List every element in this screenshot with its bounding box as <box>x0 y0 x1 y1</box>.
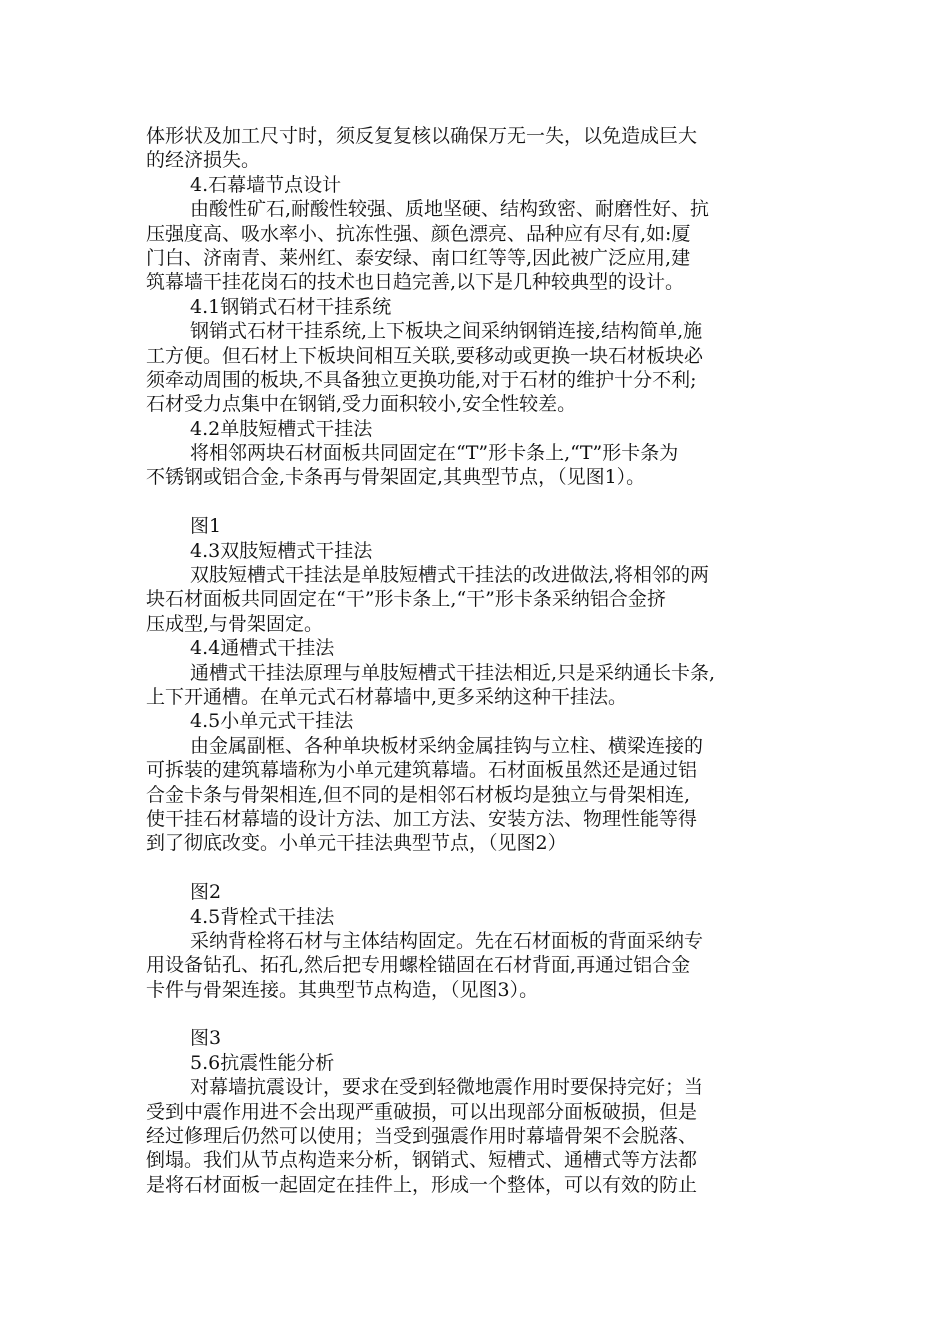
text-line: 钢销式石材干挂系统,上下板块之间采纳钢销连接,结构简单,施 <box>190 320 703 343</box>
text-line: 4.5小单元式干挂法 <box>190 710 354 733</box>
text-line: 双肢短槽式干挂法是单肢短槽式干挂法的改进做法,将相邻的两 <box>190 564 710 587</box>
text-line: 工方便。但石材上下板块间相互关联,要移动或更换一块石材板块必 <box>146 344 704 367</box>
text-line: 压成型,与骨架固定。 <box>146 612 324 635</box>
text-line: 门白、济南青、莱州红、泰安绿、南口红等等,因此被广泛应用,建 <box>146 246 691 269</box>
text-line: 4.4通槽式干挂法 <box>190 637 335 660</box>
text-line: 上下开通槽。在单元式石材幕墙中,更多采纳这种干挂法。 <box>146 685 628 708</box>
text-line: 石材受力点集中在钢销,受力面积较小,安全性较差。 <box>146 393 577 416</box>
text-line: 将相邻两块石材面板共同固定在“T”形卡条上,“T”形卡条为 <box>190 442 679 465</box>
text-line: 4.5背栓式干挂法 <box>190 905 335 928</box>
text-line: 倒塌。我们从节点构造来分析，钢销式、短槽式、通槽式等方法都 <box>146 1149 698 1172</box>
blank-line <box>146 856 808 880</box>
text-line: 4.石幕墙节点设计 <box>190 173 342 196</box>
text-line: 对幕墙抗震设计，要求在受到轻微地震作用时要保持完好；当 <box>190 1076 704 1099</box>
text-line: 由金属副框、各种单块板材采纳金属挂钩与立柱、横梁连接的 <box>190 734 704 757</box>
text-line: 须牵动周围的板块,不具备独立更换功能,对于石材的维护十分不利; <box>146 368 697 391</box>
text-line: 采纳背栓将石材与主体结构固定。先在石材面板的背面采纳专 <box>190 929 704 952</box>
text-line: 可拆装的建筑幕墙称为小单元建筑幕墙。石材面板虽然还是通过铝 <box>146 759 698 782</box>
text-line: 压强度高、吸水率小、抗冻性强、颜色漂亮、品种应有尽有,如:厦 <box>146 222 691 245</box>
text-line: 不锈钢或铝合金,卡条再与骨架固定,其典型节点，（见图1）。 <box>146 466 646 489</box>
text-line: 图2 <box>190 881 222 904</box>
text-line: 4.2单肢短槽式干挂法 <box>190 417 373 440</box>
text-line: 卡件与骨架连接。其典型节点构造，（见图3）。 <box>146 978 539 1001</box>
text-line: 图1 <box>190 515 222 538</box>
text-line: 图3 <box>190 1027 222 1050</box>
text-line: 是将石材面板一起固定在挂件上，形成一个整体，可以有效的防止 <box>146 1173 698 1196</box>
text-line: 经过修理后仍然可以使用；当受到强震作用时幕墙骨架不会脱落、 <box>146 1125 698 1148</box>
text-line: 5.6抗震性能分析 <box>190 1051 335 1074</box>
text-line: 的经济损失。 <box>146 149 261 172</box>
text-line: 受到中震作用进不会出现严重破损，可以出现部分面板破损，但是 <box>146 1100 698 1123</box>
text-line: 使干挂石材幕墙的设计方法、加工方法、安装方法、物理性能等得 <box>146 807 698 830</box>
blank-line <box>146 490 808 514</box>
text-line: 合金卡条与骨架相连,但不同的是相邻石材板均是独立与骨架相连, <box>146 783 691 806</box>
text-line: 体形状及加工尺寸时，须反复复核以确保万无一失，以免造成巨大 <box>146 125 698 147</box>
text-line: 4.3双肢短槽式干挂法 <box>190 539 373 562</box>
blank-line <box>146 1002 808 1026</box>
text-line: 到了彻底改变。小单元干挂法典型节点，（见图2） <box>146 832 567 855</box>
document-page <box>146 124 808 1197</box>
text-line: 4.1钢销式石材干挂系统 <box>190 295 392 318</box>
text-line: 用设备钻孔、拓孔,然后把专用螺栓锚固在石材背面,再通过铝合金 <box>146 954 691 977</box>
text-line: 块石材面板共同固定在“干”形卡条上,“干”形卡条采纳铝合金挤 <box>146 588 666 611</box>
text-line: 由酸性矿石,耐酸性较强、质地坚硬、结构致密、耐磨性好、抗 <box>190 198 710 221</box>
text-line: 通槽式干挂法原理与单肢短槽式干挂法相近,只是采纳通长卡条, <box>190 661 716 684</box>
text-line: 筑幕墙干挂花岗石的技术也日趋完善,以下是几种较典型的设计。 <box>146 271 685 294</box>
